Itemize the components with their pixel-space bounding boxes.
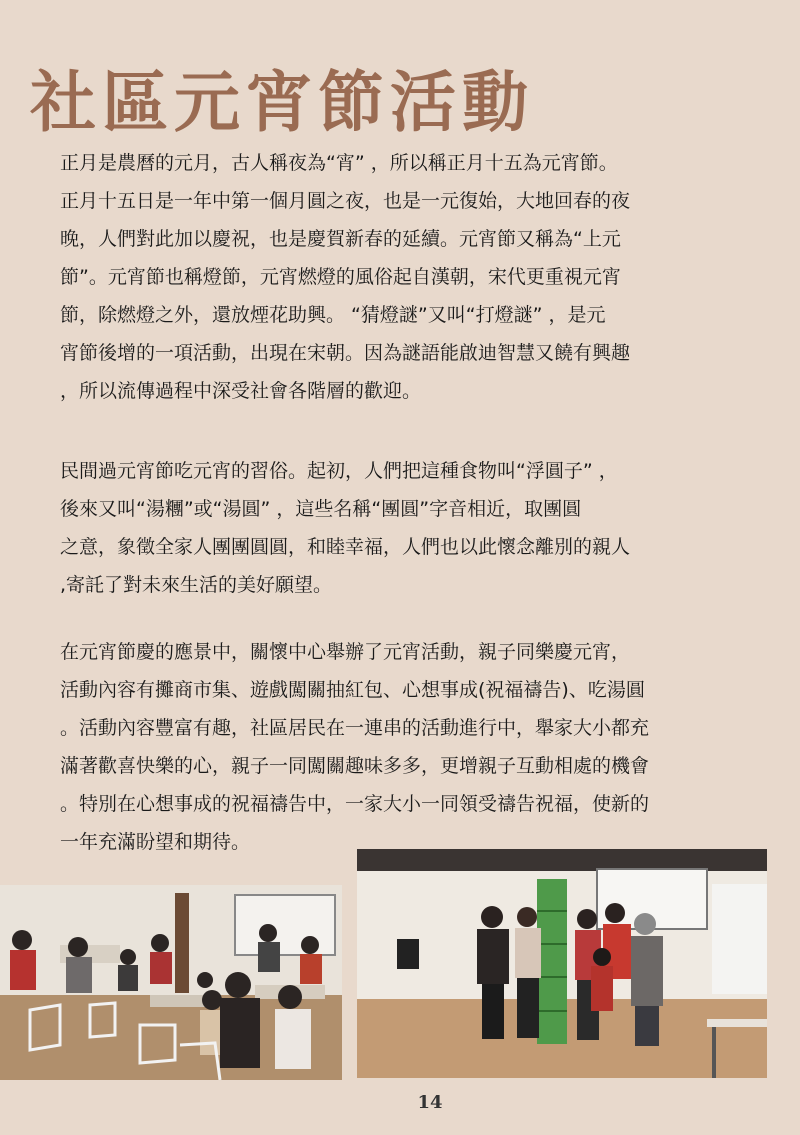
text-line: ，所以流傳過程中深受社會各階層的歡迎。 (60, 380, 422, 402)
text-line: 晚，人們對此加以慶祝，也是慶賀新春的延續。元宵節又稱為“上元 (60, 228, 621, 250)
paragraph-customs (60, 452, 772, 604)
text-line: 民間過元宵節吃元宵的習俗。起初，人們把這種食物叫“浮圓子” ， (60, 460, 618, 482)
text-line: 正月是農曆的元月，古人稱夜為“宵” ，所以稱正月十五為元宵節。 (60, 152, 618, 174)
text-line: 活動內容有攤商市集、遊戲闖關抽紅包、心想事成(祝福禱告)、吃湯圓 (60, 679, 645, 701)
text-line: 一年充滿盼望和期待。 (60, 831, 251, 853)
text-line: 。特別在心想事成的祝福禱告中，一家大小一同領受禱告祝福，使新的 (60, 793, 650, 815)
photo-group-with-box-tower (357, 849, 767, 1078)
text-line: 節”。元宵節也稱燈節，元宵燃燈的風俗起自漢朝，宋代更重視元宵 (60, 266, 621, 288)
text-line: 。活動內容豐富有趣，社區居民在一連串的活動進行中，舉家大小都充 (60, 717, 650, 739)
paragraph-activity (60, 633, 772, 861)
text-line: 節，除燃燈之外，還放煙花助興。 “猜燈謎”又叫“打燈謎” ，是元 (60, 304, 606, 326)
page-number: 14 (417, 1092, 443, 1113)
photo-seated-activity (0, 885, 342, 1080)
paragraph-intro (60, 144, 772, 410)
text-line: 宵節後增的一項活動，出現在宋朝。因為謎語能啟迪智慧又饒有興趣 (60, 342, 631, 364)
page-title: 社區元宵節活動 (30, 63, 534, 141)
text-line: ,寄託了對未來生活的美好願望。 (60, 574, 333, 596)
text-line: 之意，象徵全家人團團圓圓，和睦幸福，人們也以此懷念離別的親人 (60, 536, 631, 558)
text-line: 後來又叫“湯糰”或“湯圓” ，這些名稱“團圓”字音相近，取團圓 (60, 498, 582, 520)
text-line: 在元宵節慶的應景中，關懷中心舉辦了元宵活動，親子同樂慶元宵， (60, 641, 631, 663)
text-line: 滿著歡喜快樂的心，親子一同闖關趣味多多，更增親子互動相處的機會 (60, 755, 650, 777)
text-line: 正月十五日是一年中第一個月圓之夜，也是一元復始，大地回春的夜 (60, 190, 631, 212)
